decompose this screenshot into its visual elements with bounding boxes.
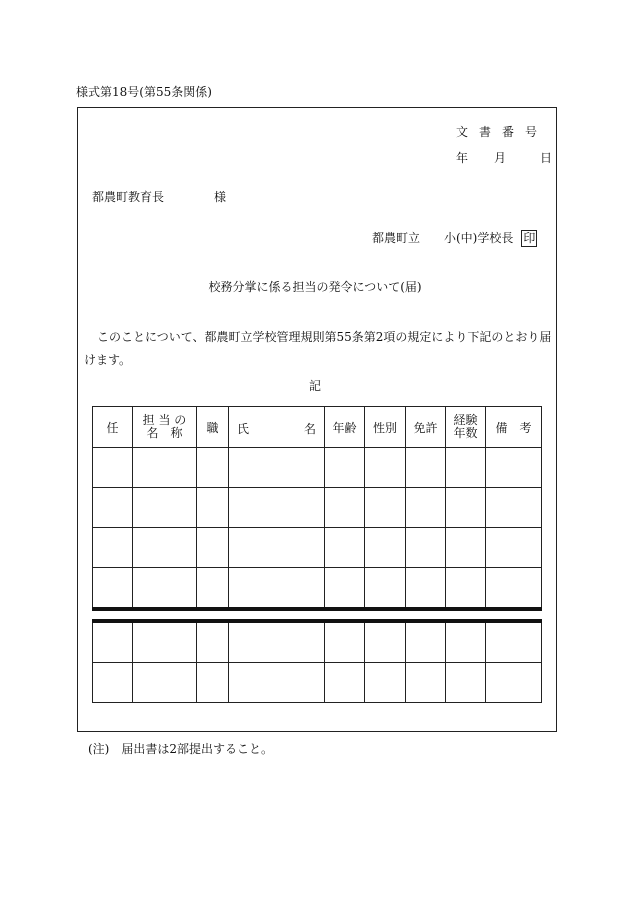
record-table xyxy=(92,406,542,703)
table-cell[interactable] xyxy=(229,528,325,568)
table-cell[interactable] xyxy=(229,663,325,703)
table-cell[interactable] xyxy=(197,488,229,528)
sender-town: 都農町立 xyxy=(372,231,421,245)
table-cell[interactable] xyxy=(197,663,229,703)
table-cell[interactable] xyxy=(446,448,486,488)
table-cell[interactable] xyxy=(406,448,446,488)
table-cell[interactable] xyxy=(133,568,197,610)
sender xyxy=(372,229,537,247)
table-header-row xyxy=(93,407,542,448)
date-year-label: 年 xyxy=(456,151,469,165)
table-cell[interactable] xyxy=(365,621,406,663)
table-cell[interactable] xyxy=(486,663,542,703)
table-cell[interactable] xyxy=(229,448,325,488)
table-cell[interactable] xyxy=(486,568,542,610)
header-duty-line2: 名 称 xyxy=(146,426,183,440)
table-cell[interactable] xyxy=(406,568,446,610)
header-experience xyxy=(446,407,486,448)
table-cell[interactable] xyxy=(325,488,365,528)
table-cell[interactable] xyxy=(406,528,446,568)
table-cell[interactable] xyxy=(486,621,542,663)
table-cell[interactable] xyxy=(446,488,486,528)
table-cell[interactable] xyxy=(229,621,325,663)
table-cell[interactable] xyxy=(133,488,197,528)
table-cell[interactable] xyxy=(406,488,446,528)
table-row xyxy=(93,448,542,488)
date-line xyxy=(456,149,552,166)
table-cell[interactable] xyxy=(93,621,133,663)
table-cell[interactable] xyxy=(446,568,486,610)
double-rule-divider xyxy=(93,609,542,621)
header-shoku: 職 xyxy=(197,407,229,448)
table-cell[interactable] xyxy=(93,488,133,528)
table-cell[interactable] xyxy=(406,663,446,703)
table-cell[interactable] xyxy=(133,663,197,703)
footnote: (注) 届出書は2部提出すること。 xyxy=(88,742,273,756)
table-cell[interactable] xyxy=(197,528,229,568)
seal-mark: 印 xyxy=(523,231,536,245)
header-license: 免許 xyxy=(406,407,446,448)
addressee xyxy=(92,188,226,205)
table-cell[interactable] xyxy=(93,448,133,488)
date-day-label: 日 xyxy=(540,151,553,165)
table-row xyxy=(93,568,542,610)
table-cell[interactable] xyxy=(229,488,325,528)
header-duty-line1: 担 当 の xyxy=(142,413,187,427)
header-sex: 性別 xyxy=(365,407,406,448)
table-cell[interactable] xyxy=(325,448,365,488)
table-cell[interactable] xyxy=(446,528,486,568)
table-row xyxy=(93,488,542,528)
table-cell[interactable] xyxy=(197,448,229,488)
sender-school-principal: 小(中)学校長 xyxy=(444,231,514,245)
table-separator xyxy=(93,609,542,621)
table-cell[interactable] xyxy=(325,568,365,610)
addressee-name: 都農町教育長 xyxy=(92,190,165,204)
table-cell[interactable] xyxy=(486,488,542,528)
table-cell[interactable] xyxy=(133,528,197,568)
table-cell[interactable] xyxy=(197,568,229,610)
table-cell[interactable] xyxy=(93,528,133,568)
document-number-label: 文書番号 xyxy=(456,125,549,139)
document-title: 校務分掌に係る担当の発令について(届) xyxy=(208,280,422,294)
table-cell[interactable] xyxy=(365,448,406,488)
header-name xyxy=(229,407,325,448)
table-cell[interactable] xyxy=(406,621,446,663)
table-row xyxy=(93,663,542,703)
header-name-family: 氏 xyxy=(237,422,250,436)
header-name-given: 名 xyxy=(303,422,316,436)
addressee-honorific: 様 xyxy=(214,190,227,204)
table-cell[interactable] xyxy=(133,621,197,663)
body-paragraph: このことについて、都農町立学校管理規則第55条第2項の規定により下記のとおり届けます。 xyxy=(84,330,552,367)
header-experience-line1: 経験 xyxy=(453,413,478,427)
table-cell[interactable] xyxy=(229,568,325,610)
table-cell[interactable] xyxy=(365,528,406,568)
table-cell[interactable] xyxy=(325,663,365,703)
table-row xyxy=(93,621,542,663)
table-cell[interactable] xyxy=(325,621,365,663)
date-month-label: 月 xyxy=(494,151,507,165)
table-cell[interactable] xyxy=(197,621,229,663)
header-duty-name xyxy=(133,407,197,448)
header-nin: 任 xyxy=(93,407,133,448)
table-cell[interactable] xyxy=(93,663,133,703)
table-cell[interactable] xyxy=(365,568,406,610)
header-experience-line2: 年数 xyxy=(453,426,478,440)
table-cell[interactable] xyxy=(365,663,406,703)
table-cell[interactable] xyxy=(93,568,133,610)
table-cell[interactable] xyxy=(133,448,197,488)
form-number-label: 様式第18号(第55条関係) xyxy=(76,85,212,99)
header-remarks: 備 考 xyxy=(486,407,542,448)
table-row xyxy=(93,528,542,568)
table-cell[interactable] xyxy=(446,621,486,663)
table-cell[interactable] xyxy=(486,528,542,568)
table-cell[interactable] xyxy=(365,488,406,528)
table-cell[interactable] xyxy=(446,663,486,703)
table-cell[interactable] xyxy=(486,448,542,488)
ki-heading: 記 xyxy=(308,379,321,393)
header-age: 年齢 xyxy=(325,407,365,448)
table-cell[interactable] xyxy=(325,528,365,568)
